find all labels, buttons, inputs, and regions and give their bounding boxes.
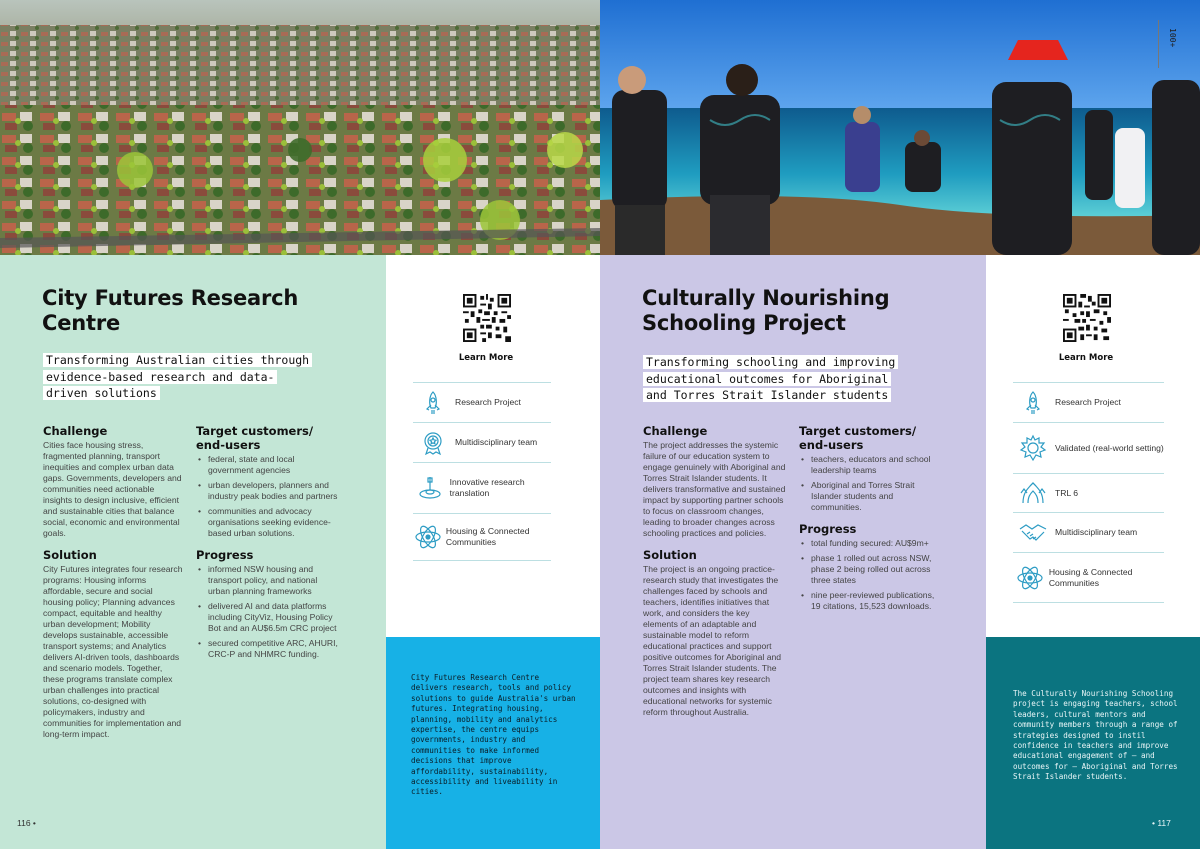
attribute-list [1013,382,1164,603]
progress-heading: Progress [196,548,254,562]
target-list [196,454,341,539]
challenge-text: Cities face housing stress, fragmented planning, transport inequities and complex urban data gaps. Governments, developers and communities need actionable insights to design inclusive, efficient and sustainable cities that balance social, economic and environmental goals. [43,440,182,538]
list-item: • federal, state and local government agencies [196,454,341,476]
joystick-icon [413,474,448,502]
list-item: • Aboriginal and Torres Strait Islander students and communities. [799,480,944,513]
atom-icon [413,523,444,551]
solution-text: City Futures integrates four research programs: Housing informs affordable, secure and social housing policy; Planning advances compact, equitable and healthy urban development; Mobility develops sustainable, accessible transport systems; and Analytics delivers AI-driven tools, dashboards and scenario models. Together, these programs translate complex urban challenges into practical solutions, co-designed with policymakers, industry and communities for implementation and long-term impact. [43,564,183,739]
challenge-heading: Challenge [643,424,708,438]
target-heading: Target customers/ end-users [799,424,917,452]
progress-list [799,538,944,612]
attribute-trl: TRL 6 [1013,473,1164,512]
attribute-housing-communities: Housing & Connected Communities [1013,552,1164,603]
list-item: • secured competitive ARC, AHURI, CRC-P and NHMRC funding. [196,638,341,660]
award-badge-icon [413,430,453,456]
right-summary-text: The Culturally Nourishing Schooling project is engaging teachers, school leaders, cultural mentors and community members through a range of strategies designed to instil confidence in teachers and improve educational engagement of – and outcomes for – Aboriginal and Torres Strait Islander students. [1013,689,1178,782]
progress-list [196,564,341,660]
list-item: • delivered AI and data platforms including CityViz, Housing Policy Bot and an AU$6.5m CRC project [196,601,341,634]
list-item: • total funding secured: AU$9m+ [799,538,944,549]
growth-arrows-icon [1013,479,1053,507]
atom-icon [1013,564,1047,592]
list-item: • nine peer-reviewed publications, 19 citations, 15,523 downloads. [799,590,944,612]
attribute-multidisciplinary: Multidisciplinary team [413,422,551,462]
solution-heading: Solution [643,548,697,562]
project-tagline: Transforming Australian cities through evidence-based research and data- driven solutions [43,352,343,402]
side-tab-label: 100+ [1168,28,1177,48]
list-item: • teachers, educators and school leadership teams [799,454,944,476]
left-column-target-progress [196,424,341,669]
progress-heading: Progress [799,522,857,536]
learn-more-link[interactable]: Learn More [1058,353,1114,363]
qr-code[interactable] [1063,294,1111,342]
attribute-list [413,382,551,561]
suburb-aerial-photo [0,0,600,255]
target-list [799,454,944,513]
attribute-innovative-translation: Innovative research translation [413,462,551,513]
attribute-multidisciplinary: Multidisciplinary team [1013,512,1164,552]
page-number: • 117 [1152,818,1171,828]
attribute-housing-communities: Housing & Connected Communities [413,513,551,561]
rocket-icon [413,390,453,416]
left-summary-text: City Futures Research Centre delivers research, tools and policy solutions to guide Australia's urban futures. Integrating housing, planning, mobility and analytics expertise, the centre equips governments, industry and communities to make informed decisions that improve affordability, sustainability, accessibility and liveability in cities. [411,673,576,797]
project-title: Culturally Nourishing Schooling Project [642,286,890,335]
project-title: City Futures Research Centre [42,286,299,335]
coastal-group-photo [600,0,1200,255]
list-item: • phase 1 rolled out across NSW, phase 2 being rolled out across three states [799,553,944,586]
challenge-text: The project addresses the systemic failure of our education system to engage genuinely with Aboriginal and Torres Strait Islander students. It delivers transformative and sustained impact by supporting partner schools to focus on classroom changes, leading to broader changes across schooling practices and policies. [643,440,786,538]
right-column-challenge-solution [643,424,786,727]
list-item: • informed NSW housing and transport policy, and national urban planning frameworks [196,564,341,597]
gear-icon [1013,434,1053,462]
rocket-icon [1013,390,1053,416]
attribute-research-project: Research Project [413,382,551,422]
solution-heading: Solution [43,548,97,562]
list-item: • communities and advocacy organisations seeking evidence-based urban solutions. [196,506,341,539]
solution-text: The project is an ongoing practice-research study that investigates the challenges faced by schools and teachers, identifies initiatives that work, and considers the key elements of an adaptable and sustainable model to reform educational practices and support positive outcomes for Aboriginal and Torres Strait Islander students. The project team shares key research outcomes and insights with educational networks for systemic reform throughout Australia. [643,564,782,717]
page-number: 116 • [17,818,36,828]
attribute-research-project: Research Project [1013,382,1164,422]
qr-code[interactable] [463,294,511,342]
side-tab-divider [1158,20,1159,68]
target-heading: Target customers/ end-users [196,424,314,452]
left-column-challenge-solution [43,424,185,749]
project-tagline: Transforming schooling and improving educational outcomes for Aboriginal and Torres Strait Islander students [643,354,943,404]
handshake-icon [1013,521,1053,545]
attribute-validated: Validated (real-world setting) [1013,422,1164,473]
challenge-heading: Challenge [43,424,108,438]
learn-more-link[interactable]: Learn More [458,353,514,363]
right-column-target-progress [799,424,944,621]
list-item: • urban developers, planners and industry peak bodies and partners [196,480,341,502]
